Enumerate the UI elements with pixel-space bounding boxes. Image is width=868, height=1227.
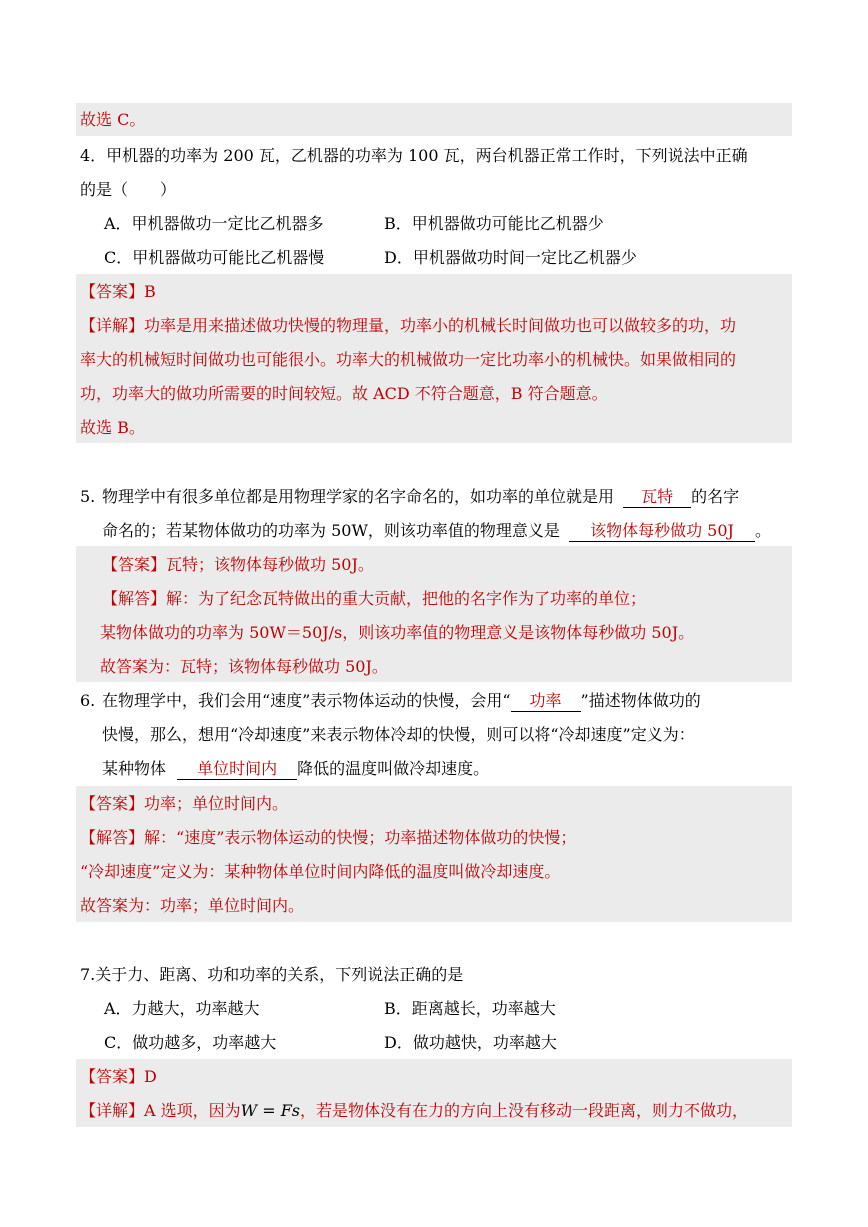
q5-stem-line1 [102,487,739,508]
text: 在物理学中，我们会用“速度”表示物体运动的快慢，会用“ [102,691,511,710]
detail-text: 功率是用来描述做功快慢的物理量，功率小的机械长时间做功也可以做较多的功，功 [144,316,737,335]
q7-option-d: D．做功越快，功率越大 [384,1033,557,1052]
answer-tag: 【答案】 [102,555,167,574]
work-formula: W = Fs [240,1101,301,1120]
q5-blank1: 瓦特 [623,487,691,508]
q7-answer [80,1067,157,1087]
q6-solution-line2: “冷却速度”定义为：某种物体单位时间内降低的温度叫做冷却速度。 [80,862,561,881]
solution-tag: 【解答】 [80,828,145,847]
text: 的名字 [691,487,740,506]
q5-solution-line3: 故答案为：瓦特；该物体每秒做功 50J。 [100,657,388,676]
q5-num: 5. [80,487,96,506]
q7-option-a: A．力越大，功率越大 [104,999,260,1018]
text: 降低的温度叫做冷却速度。 [297,759,490,778]
q4-option-c: C．甲机器做功可能比乙机器慢 [104,248,325,267]
text: ”描述物体做功的 [580,691,701,710]
q4-option-b: B．甲机器做功可能比乙机器少 [384,214,604,233]
detail-tag: 【详解】 [80,316,145,335]
q4-option-a: A．甲机器做功一定比乙机器多 [104,214,324,233]
text: 解：为了纪念瓦特做出的重大贡献，把他的名字作为了功率的单位； [166,589,647,608]
q5-stem-line2 [102,521,771,542]
q6-stem-line1 [102,691,701,712]
q4-conclusion: 故选 B。 [80,418,145,437]
q4-option-d: D．甲机器做功时间一定比乙机器少 [384,248,637,267]
q6-stem-line3 [102,759,489,780]
q7-detail-line1 [80,1101,748,1121]
q6-num: 6. [80,691,96,710]
q3-conclusion: 故选 C。 [80,110,146,129]
answer-value: 瓦特；该物体每秒做功 50J。 [166,555,374,574]
q5-answer [102,555,374,575]
q5-solution-line2: 某物体做功的功率为 50W＝50J/s，则该功率值的物理意义是该物体每秒做功 50J。 [100,623,695,642]
q7-option-c: C．做功越多，功率越大 [104,1033,277,1052]
answer-tag: 【答案】 [80,1067,145,1086]
q6-stem-line2: 快慢，那么，想用“冷却速度”来表示物体冷却的快慢，则可以将“冷却速度”定义为： [102,725,695,744]
text: ，若是物体没有在力的方向上没有移动一段距离，则力不做功， [300,1101,749,1120]
text: 解：“速度”表示物体运动的快慢；功率描述物体做功的快慢； [144,828,577,847]
answer-tag: 【答案】 [80,794,145,813]
q4-detail-line2: 率大的机械短时间做功也可能很小。功率大的机械做功一定比功率小的机械快。如果做相同的 [80,350,737,369]
q4-detail-line3: 功，功率大的做功所需要的时间较短。故 ACD 不符合题意，B 符合题意。 [80,384,608,403]
q4-stem-line2: 的是（ ） [80,180,177,199]
detail-tag: 【详解】 [80,1101,145,1120]
answer-value: 功率；单位时间内。 [144,794,289,813]
q5-solution-line1 [102,589,646,609]
answer-value: B [144,282,156,301]
solution-tag: 【解答】 [102,589,167,608]
q6-answer [80,794,288,814]
q4-stem-line1: 4．甲机器的功率为 200 瓦，乙机器的功率为 100 瓦，两台机器正常工作时，下列说法中正确 [80,146,748,165]
text: 命名的；若某物体做功的功率为 50W，则该功率值的物理意义是 [102,521,560,540]
answer-tag: 【答案】 [80,282,145,301]
answer-value: D [144,1067,157,1086]
q3-answer-block [76,103,792,136]
q6-solution-line3: 故答案为：功率；单位时间内。 [80,896,305,915]
q5-blank2: 该物体每秒做功 50J [569,521,755,542]
q6-blank1: 功率 [511,691,581,712]
text: A 选项，因为 [144,1101,241,1120]
q7-stem: 7.关于力、距离、功和功率的关系，下列说法正确的是 [80,965,464,984]
q7-option-b: B．距离越长，功率越大 [384,999,556,1018]
q6-blank2: 单位时间内 [177,759,297,780]
q4-answer [80,282,156,302]
text: 某种物体 [102,759,167,778]
q4-detail-line1 [80,316,736,336]
q6-solution-line1 [80,828,576,848]
text: 。 [755,521,772,540]
text: 物理学中有很多单位都是用物理学家的名字命名的，如功率的单位就是用 [102,487,615,506]
